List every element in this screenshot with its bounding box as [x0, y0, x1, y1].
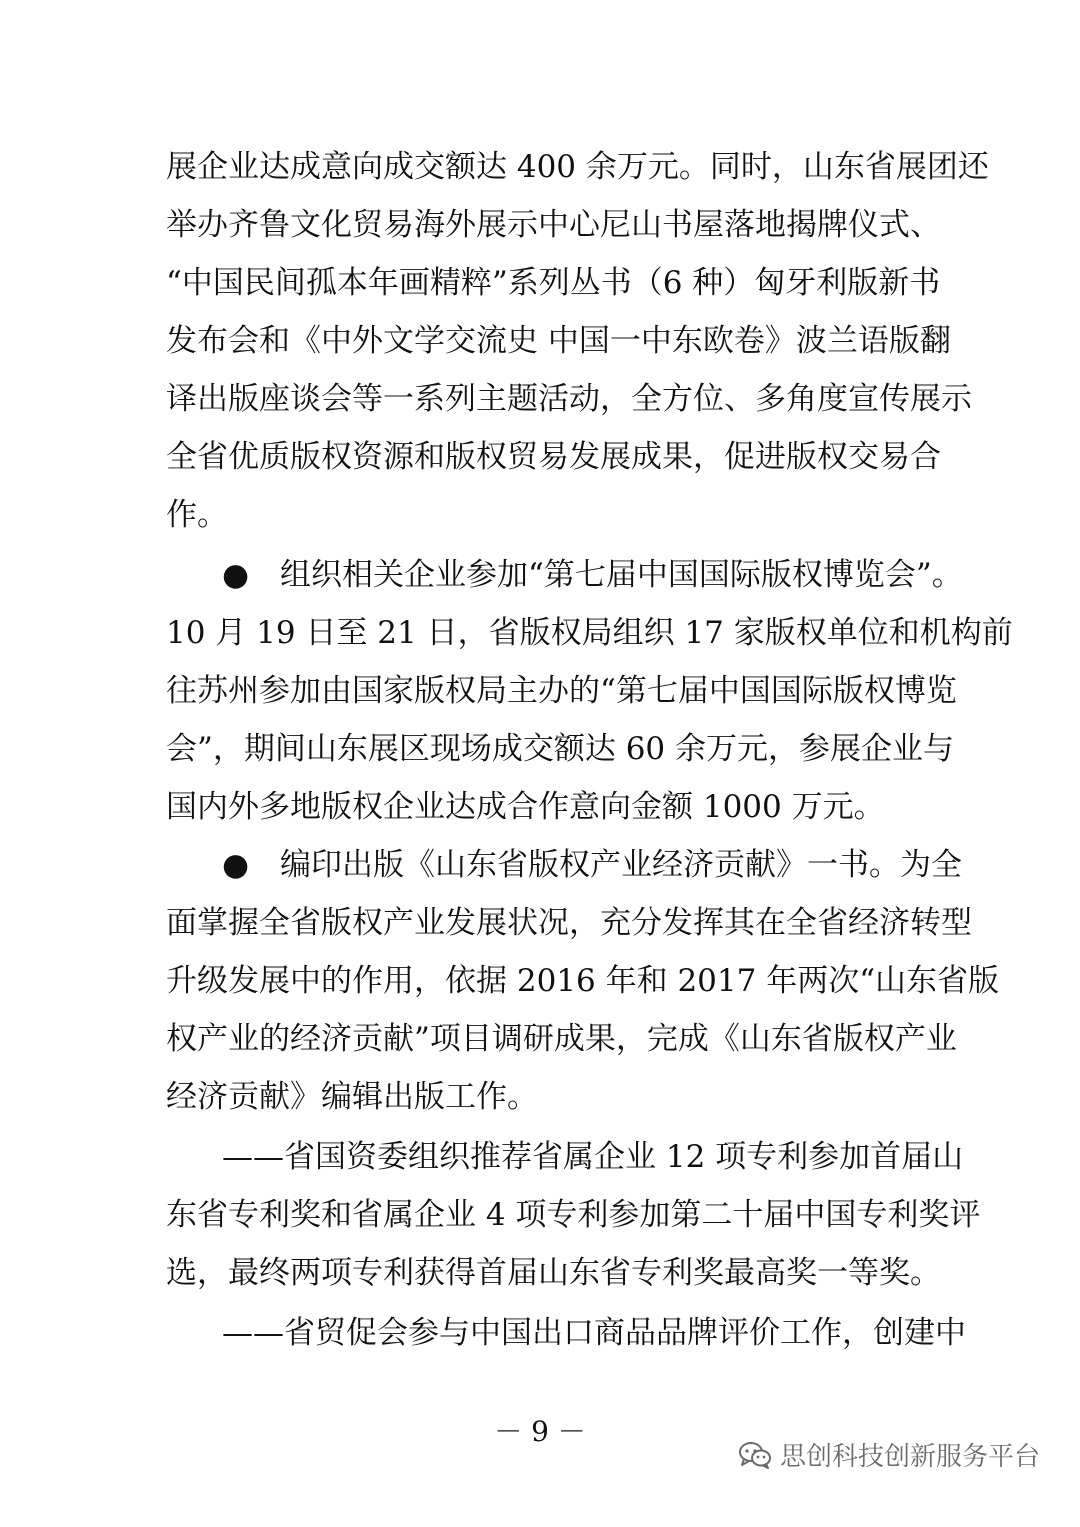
text-line-content: 举办齐鲁文化贸易海外展示中心尼山书屋落地揭牌仪式、: [166, 207, 941, 243]
text-line-content: 10 月 19 日至 21 日，省版权局组织 17 家版权单位和机构前: [166, 615, 1013, 651]
text-line: [0, 894, 1080, 952]
text-line-content: 升级发展中的作用，依据 2016 年和 2017 年两次“山东省版: [166, 963, 1000, 999]
text-line: [0, 486, 1080, 544]
text-line-content: ● 编印出版《山东省版权产业经济贡献》一书。为全: [222, 847, 963, 883]
text-line: [0, 1186, 1080, 1244]
text-line: [0, 1128, 1080, 1186]
text-line-content: ——省国资委组织推荐省属企业 12 项专利参加首届山: [222, 1139, 964, 1175]
text-line-content: 面掌握全省版权产业发展状况，充分发挥其在全省经济转型: [166, 905, 972, 941]
text-line: [0, 662, 1080, 720]
text-line-content: “中国民间孤本年画精粹”系列丛书（6 种）匈牙利版新书: [166, 265, 941, 301]
text-line-content: 选，最终两项专利获得首届山东省专利奖最高奖一等奖。: [166, 1255, 941, 1291]
text-line-content: 往苏州参加由国家版权局主办的“第七届中国国际版权博览: [166, 673, 957, 709]
text-line-content: 权产业的经济贡献”项目调研成果，完成《山东省版权产业: [166, 1021, 957, 1057]
text-line-content: 发布会和《中外文学交流史 中国一中东欧卷》波兰语版翻: [166, 323, 951, 359]
text-line: [0, 254, 1080, 312]
text-line: [0, 1244, 1080, 1302]
text-line: [0, 720, 1080, 778]
text-line: [0, 1304, 1080, 1362]
text-line-content: 东省专利奖和省属企业 4 项专利参加第二十届中国专利奖评: [166, 1197, 981, 1233]
watermark-text: 思创科技创新服务平台: [779, 1442, 1040, 1472]
text-line: [0, 778, 1080, 836]
wechat-icon: [738, 1440, 772, 1470]
text-line: [0, 604, 1080, 662]
text-line-content: ——省贸促会参与中国出口商品品牌评价工作，创建中: [222, 1315, 966, 1351]
bullet-heading: [0, 546, 1080, 604]
text-line: [0, 312, 1080, 370]
page-number: － 9 －: [494, 1415, 586, 1448]
text-line-content: 全省优质版权资源和版权贸易发展成果，促进版权交易合: [166, 439, 941, 475]
bullet-heading: [0, 836, 1080, 894]
text-line-content: 展企业达成意向成交额达 400 余万元。同时，山东省展团还: [166, 149, 989, 185]
text-line: [0, 1010, 1080, 1068]
text-line: [0, 370, 1080, 428]
text-line: [0, 952, 1080, 1010]
text-line-content: 作。: [166, 497, 228, 533]
text-line-content: ● 组织相关企业参加“第七届中国国际版权博览会”。: [222, 557, 963, 593]
text-line: [0, 1068, 1080, 1126]
watermark: [738, 1436, 1040, 1473]
text-line: [0, 138, 1080, 196]
text-line: [0, 428, 1080, 486]
text-line-content: 译出版座谈会等一系列主题活动，全方位、多角度宣传展示: [166, 381, 972, 417]
text-line: [0, 196, 1080, 254]
text-line-content: 会”，期间山东展区现场成交额达 60 余万元，参展企业与: [166, 731, 954, 767]
text-line-content: 经济贡献》编辑出版工作。: [166, 1079, 538, 1115]
text-line-content: 国内外多地版权企业达成合作意向金额 1000 万元。: [166, 789, 885, 825]
